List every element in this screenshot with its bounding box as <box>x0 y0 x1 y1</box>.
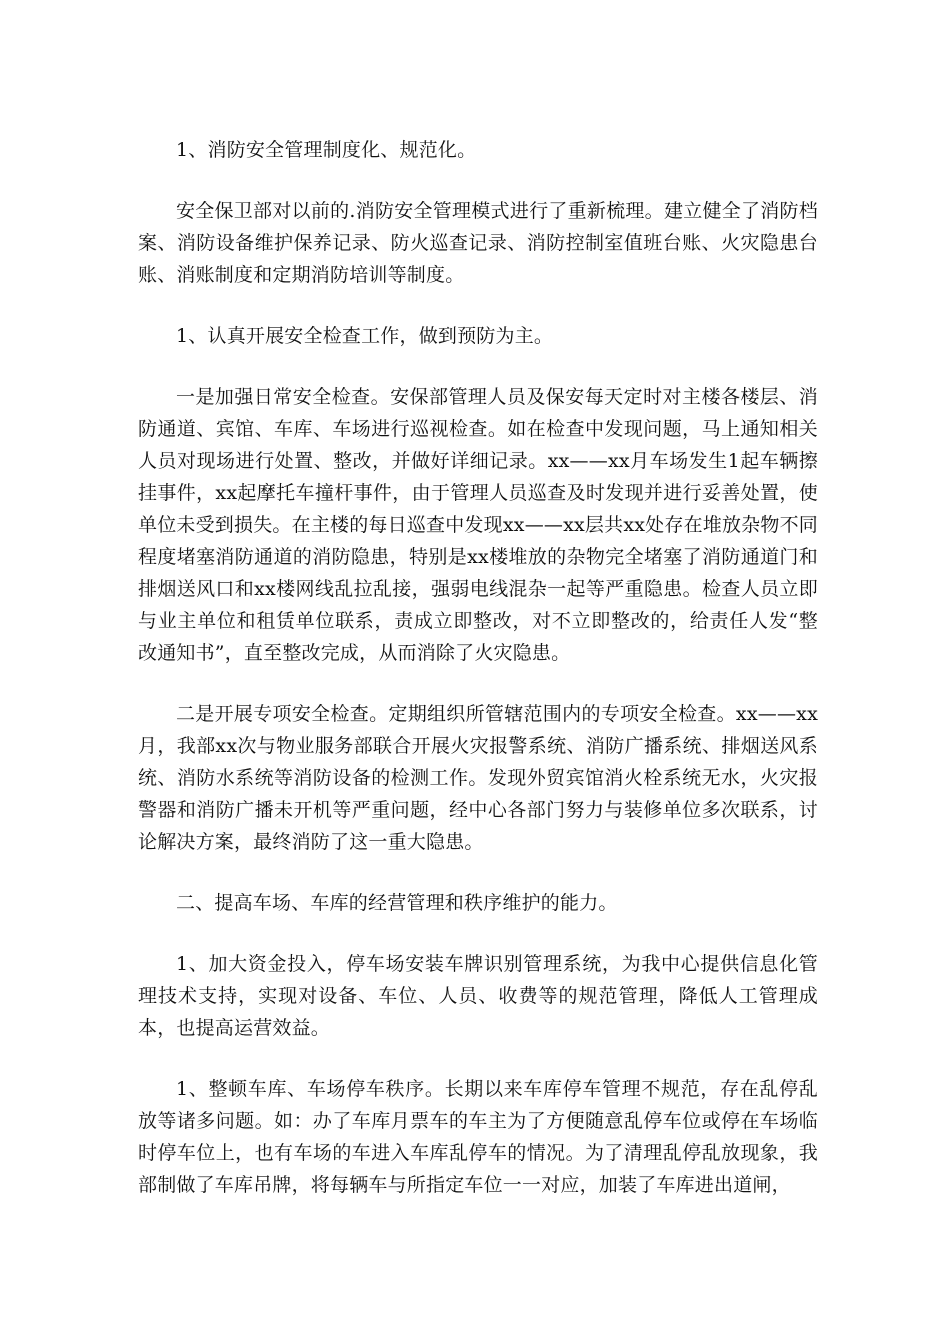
paragraph-6: 二、提高车场、车库的经营管理和秩序维护的能力。 <box>176 892 618 914</box>
document-body <box>138 134 818 1230</box>
paragraph-8: 1、整顿车库、车场停车秩序。长期以来车库停车管理不规范，存在乱停乱放等诸多问题。如：办了车库月票车的车主为了方便随意乱停车位或停在车场临时停车位上，也有车场的车进入车库乱停车的情况。为了清理乱停乱放现象，我部制做了车库吊牌，将每辆车与所指定车位一一对应，加装了车库进出道闸， <box>138 1078 818 1196</box>
paragraph-4: 一是加强日常安全检查。安保部管理人员及保安每天定时对主楼各楼层、消防通道、宾馆、车库、车场进行巡视检查。如在检查中发现问题，马上通知相关人员对现场进行处置、整改，并做好详细记录。xx——xx月车场发生1起车辆擦挂事件，xx起摩托车撞杆事件，由于管理人员巡查及时发现并进行妥善处置，使单位未受到损失。在主楼的每日巡查中发现xx——xx层共xx处存在堆放杂物不同程度堵塞消防通道的消防隐患，特别是xx楼堆放的杂物完全堵塞了消防通道门和排烟送风口和xx楼网线乱拉乱接，强弱电线混杂一起等严重隐患。检查人员立即与业主单位和租赁单位联系，责成立即整改，对不立即整改的，给责任人发“整改通知书”，直至整改完成，从而消除了火灾隐患。 <box>138 386 818 664</box>
paragraph-7: 1、加大资金投入，停车场安装车牌识别管理系统，为我中心提供信息化管理技术支持，实现对设备、车位、人员、收费等的规范管理，降低人工管理成本，也提高运营效益。 <box>138 953 818 1039</box>
paragraph-2: 安全保卫部对以前的.消防安全管理模式进行了重新梳理。建立健全了消防档案、消防设备维护保养记录、防火巡查记录、消防控制室值班台账、火灾隐患台账、消账制度和定期消防培训等制度。 <box>138 200 818 286</box>
paragraph-5: 二是开展专项安全检查。定期组织所管辖范围内的专项安全检查。xx——xx月，我部xx次与物业服务部联合开展火灾报警系统、消防广播系统、排烟送风系统、消防水系统等消防设备的检测工作。发现外贸宾馆消火栓系统无水，火灾报警器和消防广播未开机等严重问题，经中心各部门努力与装修单位多次联系，讨论解决方案，最终消防了这一重大隐患。 <box>138 703 818 853</box>
paragraph-3: 1、认真开展安全检查工作，做到预防为主。 <box>176 325 554 347</box>
paragraph-1: 1、消防安全管理制度化、规范化。 <box>176 139 477 161</box>
